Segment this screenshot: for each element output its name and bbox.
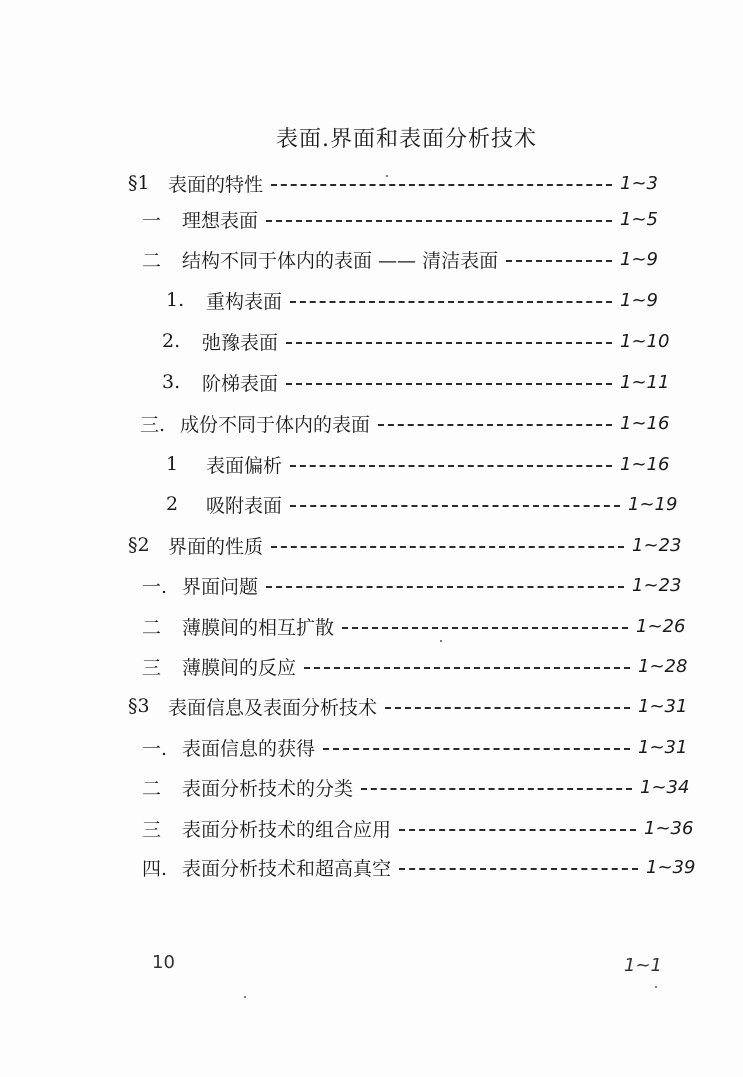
toc-entry-page: 1~3 [620,172,658,194]
toc-entry-title: 弛豫表面 [202,331,279,354]
dot-leader [271,184,612,186]
dot-leader [304,667,630,669]
toc-entry [128,165,676,201]
toc-entry-title: 表面分析技术的组合应用 [182,818,392,841]
toc-entry-page: 1~9 [620,289,658,311]
toc-entry-page: 1~31 [638,736,688,758]
toc-entry [142,810,700,846]
toc-entry-title: 阶梯表面 [202,372,279,395]
toc-entry [128,527,688,563]
toc-entry [166,282,676,318]
toc-entry-title: 结构不同于体内的表面 —— 清洁表面 [182,249,499,272]
dot-leader [342,627,628,629]
toc-entry [142,608,692,644]
toc-entry [142,201,676,237]
document-title: 表面.界面和表面分析技术 [276,127,537,152]
toc-entry-number: §2 [128,534,150,556]
dot-leader [399,829,636,831]
dot-leader [506,260,612,262]
toc-entry-number: 2 [166,493,179,515]
toc-entry-title: 薄膜间的反应 [182,656,297,679]
toc-entry-title: 表面信息的获得 [182,737,316,760]
scan-speck [655,986,657,988]
toc-entry-number: 四. [142,857,168,880]
scan-speck [244,996,246,998]
toc-entry-title: 表面信息及表面分析技术 [168,696,378,719]
dot-leader [290,465,612,467]
toc-entry-title: 薄膜间的相互扩散 [182,616,335,639]
toc-entry-number: 一. [142,737,168,760]
dot-leader [361,788,632,790]
toc-entry-page: 1~34 [640,776,690,798]
toc-entry-number: 二 [142,249,162,272]
toc-entry-page: 1~36 [644,817,694,839]
toc-entry-page: 1~23 [632,534,682,556]
toc-entry-title: 吸附表面 [206,494,283,517]
toc-entry-page: 1~31 [638,695,688,717]
dot-leader [286,383,612,385]
toc-entry-number: §3 [128,695,150,717]
dot-leader [271,546,624,548]
toc-entry-number: 三 [142,818,162,841]
scan-speck [440,640,442,642]
toc-entry [142,769,696,805]
dot-leader [323,748,630,750]
toc-entry-title: 成份不同于体内的表面 [180,413,371,436]
toc-entry-page: 1~9 [620,248,658,270]
toc-entry-title: 界面问题 [182,575,259,598]
dot-leader [385,707,630,709]
toc-entry [142,648,694,684]
toc-entry-page: 1~5 [620,208,658,230]
toc-entry-number: 一 [142,209,162,232]
toc-entry-number: 1. [166,289,185,311]
toc-entry [142,241,676,277]
toc-entry-title: 表面分析技术和超高真空 [182,857,392,880]
toc-entry-page: 1~23 [632,574,682,596]
toc-entry-title: 理想表面 [182,209,259,232]
toc-entry-number: 三 [142,656,162,679]
toc-entry-number: §1 [128,172,150,194]
toc-entry [166,486,684,522]
toc-entry-title: 表面偏析 [206,454,283,477]
footer-right-page-number: 1~1 [624,955,662,976]
dot-leader [290,505,620,507]
toc-entry-title: 界面的性质 [168,535,264,558]
toc-entry-number: 二 [142,777,162,800]
toc-entry-number: 二 [142,616,162,639]
toc-entry-page: 1~19 [628,493,678,515]
toc-entry [166,446,676,482]
toc-entry [140,405,676,441]
toc-entry-title: 表面分析技术的分类 [182,777,354,800]
toc-entry-page: 1~28 [638,655,688,677]
toc-entry-page: 1~26 [636,615,686,637]
toc-entry-page: 1~16 [620,412,670,434]
toc-entry-page: 1~11 [620,371,670,393]
toc-entry [142,849,702,885]
toc-entry [162,364,676,400]
dot-leader [290,301,612,303]
toc-entry [162,323,676,359]
toc-entry [128,688,694,724]
toc-entry [142,567,688,603]
toc-entry-title: 重构表面 [206,290,283,313]
toc-entry-number: 1 [166,453,179,475]
toc-entry-number: 三. [140,413,166,436]
dot-leader [399,868,638,870]
footer-left-page-number: 10 [152,952,175,973]
dot-leader [266,220,612,222]
toc-entry-page: 1~10 [620,330,670,352]
toc-entry-number: 3. [162,371,181,393]
scan-speck [386,175,388,177]
toc-entry-page: 1~16 [620,453,670,475]
dot-leader [286,342,612,344]
toc-entry-number: 2. [162,330,181,352]
toc-entry-number: 一. [142,575,168,598]
toc-entry-page: 1~39 [646,856,696,878]
dot-leader [266,586,624,588]
dot-leader [378,424,612,426]
toc-entry [142,729,694,765]
toc-entry-title: 表面的特性 [168,173,264,196]
